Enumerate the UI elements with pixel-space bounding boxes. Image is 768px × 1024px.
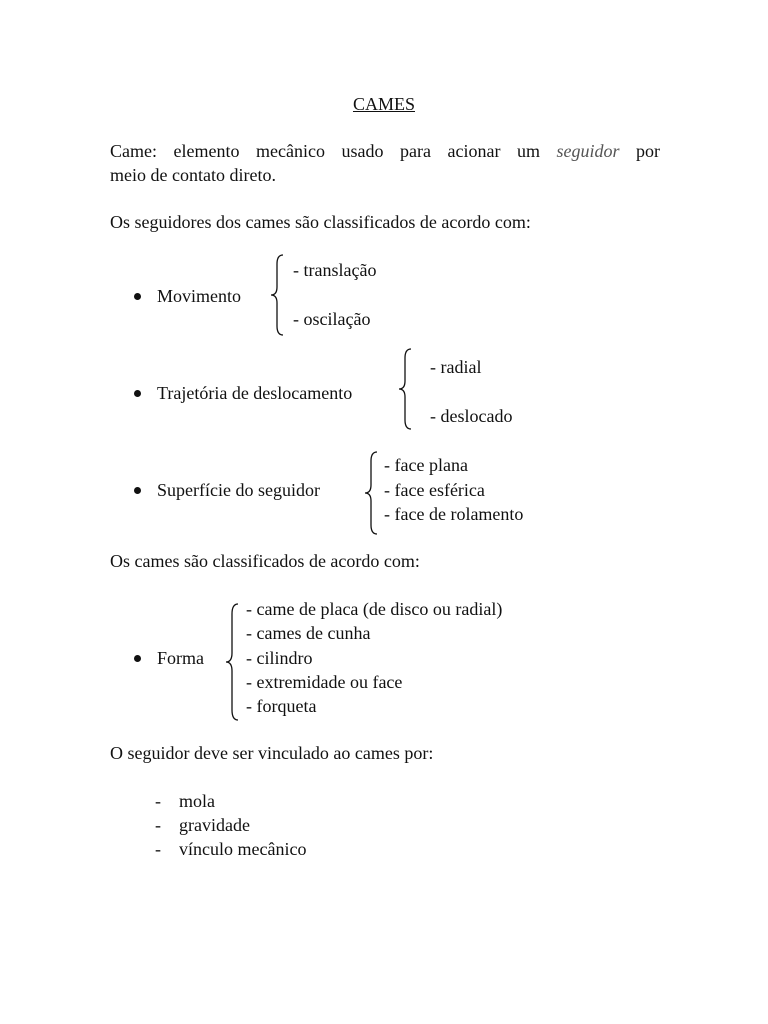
intro-text: Came: elemento mecânico usado para acionar um <box>110 141 540 161</box>
follower-option: - face de rolamento <box>384 504 524 524</box>
follower-option: - translação <box>293 260 377 280</box>
bullet <box>134 293 141 300</box>
page-title: CAMES <box>352 94 415 114</box>
brace-icon <box>398 348 414 430</box>
cam-option: - cames de cunha <box>246 623 371 643</box>
cam-label-forma: Forma <box>157 648 204 668</box>
follower-option: - face esférica <box>384 480 485 500</box>
intro-line-1 <box>110 140 660 162</box>
cams-heading: Os cames são classificados de acordo com: <box>110 551 420 571</box>
bullet <box>134 390 141 397</box>
follower-option: - oscilação <box>293 309 371 329</box>
follower-label-movimento: Movimento <box>157 286 241 306</box>
brace-icon <box>225 603 241 721</box>
list-dash: - <box>155 839 161 859</box>
list-item: mola <box>179 791 215 811</box>
cam-option: - cilindro <box>246 648 313 668</box>
cam-option: - came de placa (de disco ou radial) <box>246 599 503 619</box>
follower-option: - radial <box>430 357 482 377</box>
follower-option: - deslocado <box>430 406 513 426</box>
link-heading: O seguidor deve ser vinculado ao cames por: <box>110 743 434 763</box>
follower-label-superficie: Superfície do seguidor <box>157 480 320 500</box>
follower-label-trajetoria: Trajetória de deslocamento <box>157 383 353 403</box>
followers-heading: Os seguidores dos cames são classificados de acordo com: <box>110 212 531 232</box>
list-dash: - <box>155 815 161 835</box>
list-dash: - <box>155 791 161 811</box>
cam-option: - extremidade ou face <box>246 672 403 692</box>
list-item: gravidade <box>179 815 250 835</box>
brace-icon <box>364 451 380 535</box>
follower-option: - face plana <box>384 455 468 475</box>
list-item: vínculo mecânico <box>179 839 307 859</box>
intro-line-2: meio de contato direto. <box>110 165 276 185</box>
bullet <box>134 655 141 662</box>
intro-italic-term: seguidor <box>556 141 620 161</box>
brace-icon <box>270 254 286 336</box>
cam-option: - forqueta <box>246 696 317 716</box>
intro-text-end: por <box>636 141 661 161</box>
bullet <box>134 487 141 494</box>
